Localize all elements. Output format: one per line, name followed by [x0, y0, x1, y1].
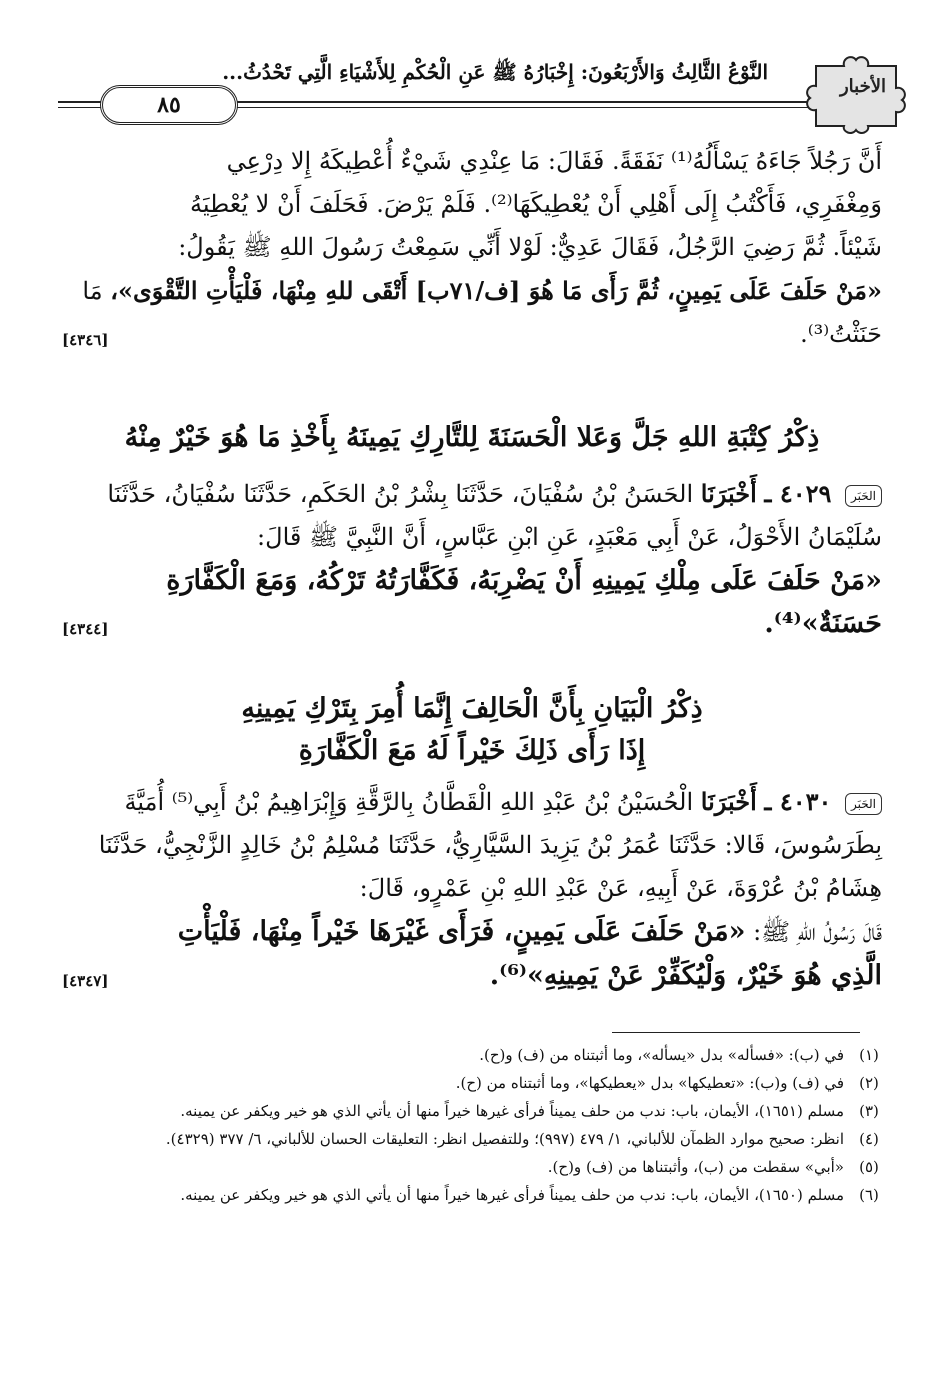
running-title: النَّوْعُ الثَّالِثُ وَالأَرْبَعُونَ: إِخْبَارُهُ ﷺ عَنِ الْحُكْمِ لِلأَشْيَاءِ الَّتِي تَحْدُثُ...	[222, 60, 768, 84]
page-number: ٨٥	[100, 85, 238, 125]
section-heading-1	[62, 417, 882, 459]
section-heading: ذِكْرُ كِتْبَةِ اللهِ جَلَّ وَعَلا الْحَسَنَةَ لِلتَّارِكِ يَمِينَهُ بِأَخْذِ مَا هُوَ خَيْرٌ مِنْهُ	[124, 422, 820, 453]
isnad-line: سُلَيْمَانُ الأَحْوَلُ، عَنْ أَبِي مَعْبَدٍ، عَنِ ابْنِ عَبَّاسٍ، أَنَّ النَّبِيَّ ﷺ قَالَ:	[257, 523, 882, 551]
footnote-number: (٥)	[859, 1158, 879, 1176]
text-line	[62, 313, 882, 356]
hadith-marker-icon: الحَبَر	[845, 485, 882, 507]
matn-bold: «مَنْ حَلَفَ عَلَى يَمِينٍ، ثُمَّ رَأَى مَا هُوَ [ف/٧١ب] أَتْقَى للهِ مِنْهَا، فَلْيَأْتِ التَّقْوَى»،	[110, 276, 882, 305]
text-fragment: مَا	[82, 277, 103, 305]
hadith-matn	[62, 269, 882, 313]
isnad-text: الْحُسَيْنُ بْنُ عَبْدِ اللهِ الْقَطَّانُ بِالرَّقَّةِ وَإِبْرَاهِيمُ بْنُ أَبِي⁽⁵⁾ أُمَيَّةَ	[124, 788, 694, 816]
text-line: وَمِغْفَرِي، فَأَكْتُبُ إِلَى أَهْلِي أَنْ يُعْطِيكَهَا⁽²⁾. فَلَمْ يَرْضَ. فَحَلَفَ أَنْ لا يُعْطِيَهُ	[189, 190, 882, 218]
text-line	[62, 602, 882, 646]
footnote-number: (٣)	[859, 1102, 879, 1120]
akhbarana: أَخْبَرَنَا	[700, 787, 757, 816]
hadith-4030	[62, 780, 882, 1003]
hadith-number: ٤٠٣٠ ـ	[764, 787, 832, 816]
footnote-text: مسلم (١٦٥٠)، الأيمان، باب: ندب من حلف يميناً فرأى غيرها خيراً منها أن يأتي الذي هو خير ويكفر عن يمينه.	[180, 1186, 844, 1204]
footnote-text: مسلم (١٦٥١)، الأيمان، باب: ندب من حلف يميناً فرأى غيرها خيراً منها أن يأتي الذي هو خير ويكفر عن يمينه.	[180, 1102, 844, 1120]
reference-number: [٤٣٤٧]	[62, 972, 109, 990]
footnotes	[62, 1040, 882, 1211]
hadith-number: ٤٠٢٩ ـ	[764, 479, 832, 508]
hadith-matn: «مَنْ حَلَفَ عَلَى مِلْكِ يَمِينِهِ أَنْ يَضْرِبَهُ، فَكَفَّارَتُهُ تَرْكُهُ، وَمَعَ الْكَفَّارَةِ	[166, 565, 882, 596]
footnote	[62, 1183, 882, 1208]
isnad-line: بِطَرَسُوسَ، قَالا: حَدَّثَنَا عُمَرُ بْنُ يَزِيدَ السَّيَّارِيُّ، حَدَّثَنَا مُسْلِمُ بْنُ خَالِدٍ الزَّنْجِيُّ، حَدَّثَنَا	[98, 831, 882, 859]
footnote-text: انظر: صحيح موارد الظمآن للألباني، ١/ ٤٧٩ (٩٩٧)؛ وللتفصيل انظر: التعليقات الحسان للألباني، ٦/ ٣٧٧ (٤٣٢٩).	[165, 1130, 844, 1148]
reference-number: [٤٣٤٤]	[62, 620, 109, 638]
text-line: شَيْئاً. ثُمَّ رَضِيَ الرَّجُلُ، فَقَالَ عَدِيٌّ: لَوْلا أَنِّي سَمِعْتُ رَسُولَ اللهِ ﷺ يَقُولُ:	[178, 233, 882, 261]
akhbarana: أَخْبَرَنَا	[700, 479, 757, 508]
footnote	[62, 1043, 882, 1068]
reference-number: [٤٣٤٦]	[62, 331, 109, 349]
footnote-number: (٢)	[859, 1074, 879, 1092]
section-heading-line: ذِكْرُ الْبَيَانِ بِأَنَّ الْحَالِفَ إِنَّمَا أُمِرَ بِتَرْكِ يَمِينِهِ	[241, 693, 703, 724]
footnote	[62, 1071, 882, 1096]
footnote-divider	[612, 1032, 860, 1033]
matn-intro: قَالَ رَسُولُ اللهِ ﷺ:	[753, 918, 882, 946]
isnad-line	[62, 472, 882, 516]
hadith-matn	[62, 910, 882, 954]
footnote-number: (٦)	[859, 1186, 879, 1204]
footnote-number: (١)	[859, 1046, 879, 1064]
hadith-4029	[62, 472, 882, 651]
matn-bold: «مَنْ حَلَفَ عَلَى يَمِينٍ، فَرَأَى غَيْرَهَا خَيْراً مِنْهَا، فَلْيَأْتِ	[177, 916, 746, 947]
footnote-text: في (ب): «فسأله» بدل «يسأله»، وما أثبتناه من (ف) و(ح).	[479, 1046, 844, 1064]
section-heading-2	[62, 688, 882, 772]
footnote	[62, 1127, 882, 1152]
isnad-text: الحَسَنُ بْنُ سُفْيَانَ، حَدَّثَنَا بِشْرُ بْنُ الحَكَمِ، حَدَّثَنَا سُفْيَانُ، حَدَّثَنَا	[107, 480, 694, 508]
footnote	[62, 1099, 882, 1124]
hadith-marker-icon: الحَبَر	[845, 793, 882, 815]
matn-bold: حَسَنَةٌ»⁽⁴⁾.	[764, 608, 882, 639]
footnote-number: (٤)	[859, 1130, 879, 1148]
footnote-text: في (ف) و(ب): «تعطيكها» بدل «يعطيكها»، وما أثبتناه من (ح).	[455, 1074, 844, 1092]
section-heading-line: إِذَا رَأَى ذَلِكَ خَيْراً لَهُ مَعَ الْكَفَّارَةِ	[298, 735, 646, 766]
section-tab-label: الأخبار	[839, 76, 886, 97]
matn-bold: الَّذِي هُوَ خَيْرٌ، وَلْيُكَفِّرْ عَنْ يَمِينِهِ»⁽⁶⁾.	[489, 960, 882, 991]
text-fragment: حَنَثْتُ⁽³⁾.	[800, 320, 882, 348]
text-block-1	[62, 140, 882, 362]
text-line: أَنَّ رَجُلاً جَاءَهُ يَسْأَلُهُ⁽¹⁾ نَفَقَةً. فَقَالَ: مَا عِنْدِي شَيْءٌ أُعْطِيكَهُ إِلا دِرْعِي	[226, 147, 882, 175]
page-header	[58, 58, 908, 130]
footnote	[62, 1155, 882, 1180]
isnad-line: هِشَامُ بْنُ عُرْوَةَ، عَنْ أَبِيهِ، عَنْ عَبْدِ اللهِ بْنِ عَمْرٍو، قَالَ:	[359, 874, 882, 902]
footnote-text: «أبي» سقطت من (ب)، وأثبتناها من (ف) و(ح).	[547, 1158, 844, 1176]
text-line	[62, 954, 882, 998]
isnad-line	[62, 780, 882, 824]
